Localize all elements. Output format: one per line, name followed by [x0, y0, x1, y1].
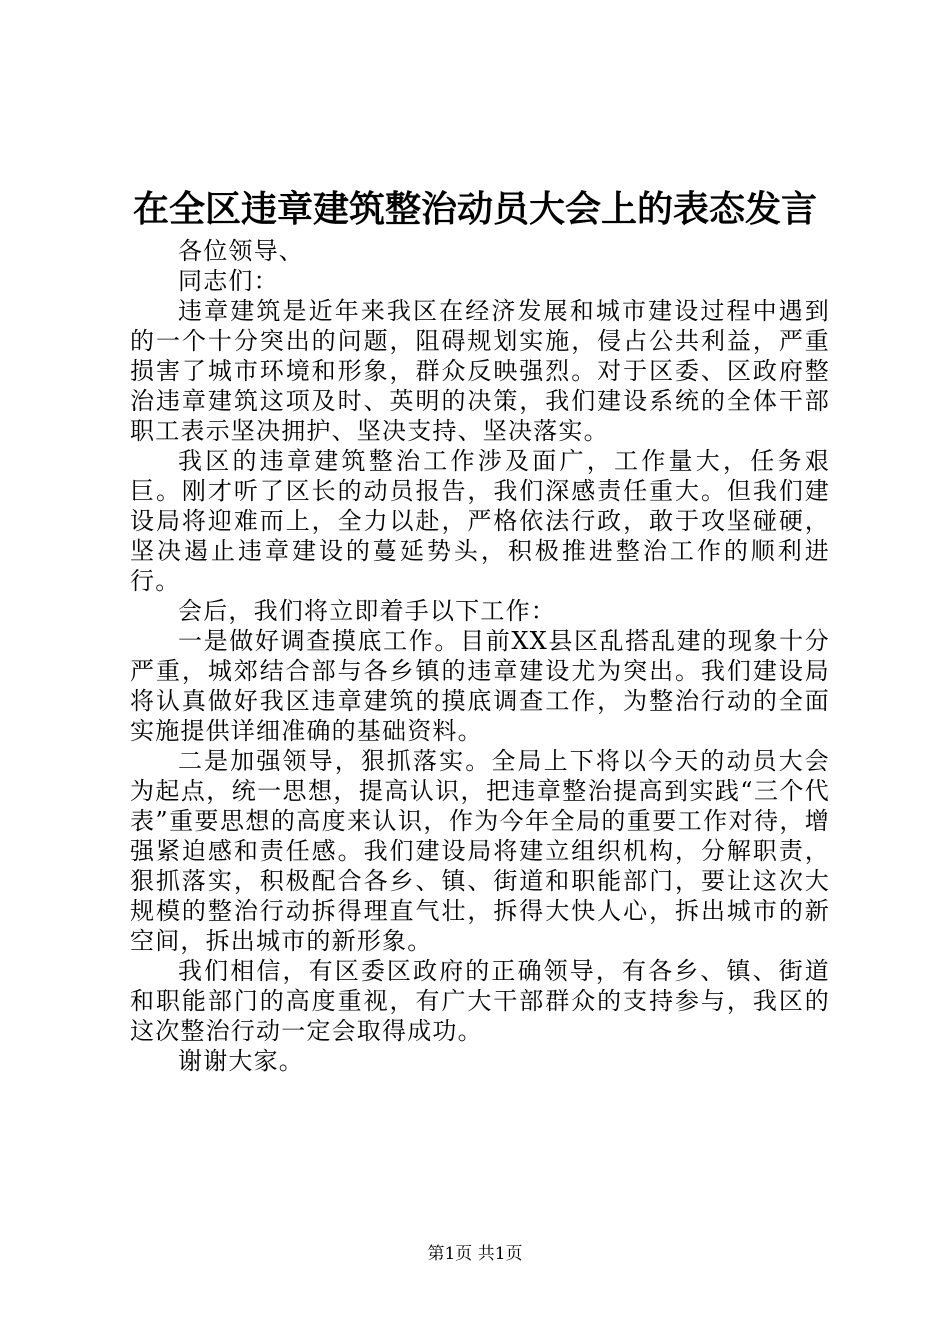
paragraph-task-one: 一是做好调查摸底工作。目前XX县区乱搭乱建的现象十分严重，城郊结合部与各乡镇的违章建设尤为突出。我们建设局将认真做好我区违章建筑的摸底调查工作，为整治行动的全面实施提供详细准确的基础资料。 — [130, 627, 830, 745]
salutation-leaders: 各位领导、 — [178, 237, 304, 265]
salutation-comrades: 同志们： — [178, 267, 279, 295]
paragraph-conclusion: 我们相信，有区委区政府的正确领导，有各乡、镇、街道和职能部门的高度重视，有广大干部群众的支持参与，我区的这次整治行动一定会取得成功。 — [130, 957, 830, 1045]
paragraph-task-two: 二是加强领导，狠抓落实。全局上下将以今天的动员大会为起点，统一思想，提高认识，把违章整治提高到实践“三个代表”重要思想的高度来认识，作为今年全局的重要工作对待，增强紧迫感和责任感。我们建设局将建立组织机构，分解职责，狠抓落实，积极配合各乡、镇、街道和职能部门，要让这次大规模的整治行动拆得理直气壮，拆得大快人心，拆出城市的新空间，拆出城市的新形象。 — [130, 747, 830, 955]
document-body — [130, 236, 830, 1076]
page-footer: 第1页 共1页 — [427, 1244, 523, 1264]
document-title: 在全区违章建筑整治动员大会上的表态发言 — [132, 188, 817, 230]
paragraph-intro: 违章建筑是近年来我区在经济发展和城市建设过程中遇到的一个十分突出的问题，阻碍规划实施，侵占公共利益，严重损害了城市环境和形象，群众反映强烈。对于区委、区政府整治违章建筑这项及时、英明的决策，我们建设系统的全体干部职工表示坚决拥护、坚决支持、坚决落实。 — [130, 297, 830, 445]
paragraph-commitment: 我区的违章建筑整治工作涉及面广，工作量大，任务艰巨。刚才听了区长的动员报告，我们深感责任重大。但我们建设局将迎难而上，全力以赴，严格依法行政，敢于攻坚碰硬，坚决遏止违章建设的蔓延势头，积极推进整治工作的顺利进行。 — [130, 447, 830, 595]
paragraph-thanks: 谢谢大家。 — [178, 1047, 304, 1075]
paragraph-tasks-lead: 会后，我们将立即着手以下工作： — [178, 597, 556, 625]
